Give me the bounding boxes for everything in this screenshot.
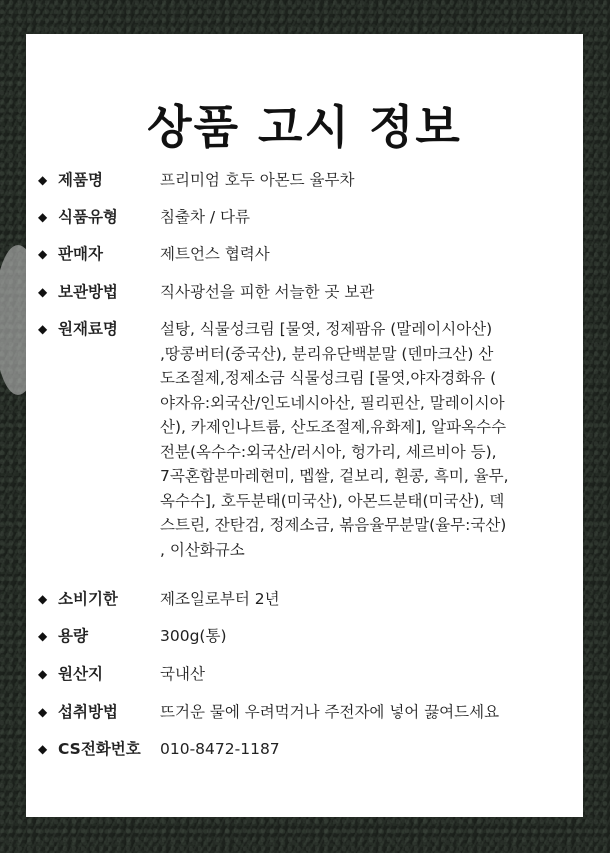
info-row-food-type — [38, 205, 568, 230]
info-label: 제품명 — [58, 171, 103, 189]
diamond-bullet-icon: ◆ — [38, 667, 48, 681]
info-label: 판매자 — [58, 245, 103, 263]
info-row-cs-phone — [38, 737, 568, 762]
diamond-bullet-icon: ◆ — [38, 247, 48, 261]
info-row-product-name — [38, 168, 568, 193]
info-value: 제트언스 협력사 — [160, 245, 270, 263]
info-row-storage — [38, 280, 568, 305]
info-row-origin — [38, 662, 568, 687]
ingredients-value — [160, 317, 568, 562]
ingredients-line: 도조절제,정제소금 식물성크림 [물엿,야자경화유 ( — [160, 369, 497, 387]
info-label: 원재료명 — [58, 320, 118, 338]
diamond-bullet-icon: ◆ — [38, 285, 48, 299]
info-label: CS전화번호 — [58, 740, 141, 758]
diamond-bullet-icon: ◆ — [38, 173, 48, 187]
info-row-intake — [38, 700, 568, 725]
info-value: 침출차 / 다류 — [160, 208, 250, 226]
ingredients-line: 전분(옥수수:외국산/러시아, 헝가리, 세르비아 등), — [160, 442, 497, 461]
info-value: 300g(통) — [160, 627, 227, 645]
ingredients-line: 옥수수], 호두분태(미국산), 아몬드분태(미국산), 덱 — [160, 491, 505, 510]
info-label: 용량 — [58, 627, 88, 645]
info-label: 보관방법 — [58, 283, 118, 301]
page-title: 상품 고시 정보 — [147, 100, 462, 154]
info-value: 제조일로부터 2년 — [160, 590, 280, 608]
diamond-bullet-icon: ◆ — [38, 210, 48, 224]
ingredients-line: ,땅콩버터(중국산), 분리유단백분말 (덴마크산) 산 — [160, 344, 494, 363]
ingredients-line: 야자유:외국산/인도네시아산, 필리핀산, 말레이시아 — [160, 393, 505, 412]
diamond-bullet-icon: ◆ — [38, 629, 48, 643]
info-value: 직사광선을 피한 서늘한 곳 보관 — [160, 283, 375, 301]
info-label: 원산지 — [58, 665, 103, 683]
ingredients-line: 스트린, 잔탄검, 정제소금, 볶음율무분말(율무:국산) — [160, 516, 507, 534]
info-row-seller — [38, 242, 568, 267]
info-value: 국내산 — [160, 665, 205, 683]
diamond-bullet-icon: ◆ — [38, 742, 48, 756]
info-row-volume — [38, 624, 568, 649]
diamond-bullet-icon: ◆ — [38, 322, 48, 336]
ingredients-line: 산), 카제인나트륨, 산도조절제,유화제], 알파옥수수 — [160, 418, 507, 436]
diamond-bullet-icon: ◆ — [38, 592, 48, 606]
diamond-bullet-icon: ◆ — [38, 705, 48, 719]
info-row-ingredients — [38, 317, 568, 562]
ingredients-line: , 이산화규소 — [160, 540, 245, 559]
info-label: 섭취방법 — [58, 703, 118, 721]
ingredients-line: 설탕, 식물성크림 [물엿, 정제팜유 (말레이시아산) — [160, 320, 493, 338]
info-row-expiry — [38, 587, 568, 612]
info-value: 뜨거운 물에 우려먹거나 주전자에 넣어 끓여드세요 — [160, 703, 500, 721]
ingredients-line: 7곡혼합분마레현미, 멥쌀, 겉보리, 흰콩, 흑미, 율무, — [160, 467, 509, 485]
product-notice-card — [26, 34, 583, 817]
info-label: 식품유형 — [58, 208, 118, 226]
info-label: 소비기한 — [58, 590, 118, 608]
info-value: 프리미엄 호두 아몬드 율무차 — [160, 171, 355, 189]
info-value: 010-8472-1187 — [160, 740, 280, 758]
